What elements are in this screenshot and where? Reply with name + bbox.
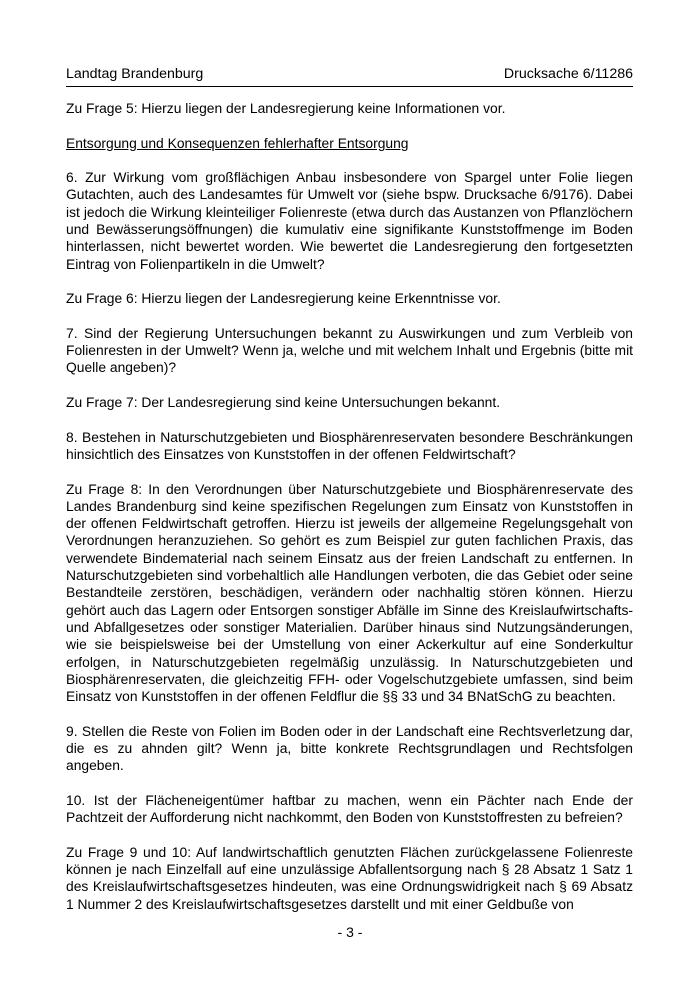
document-body [66,100,633,930]
question-10: 10. Ist der Flächeneigentümer haftbar zu machen, wenn ein Pächter nach Ende der Pachtzeit der Aufforderung nicht nachkommt, den Boden von Kunststoffresten zu befreien? [66,791,633,826]
section-heading: Entsorgung und Konsequenzen fehlerhafter Entsorgung [66,134,409,151]
answer-6: Zu Frage 6: Hierzu liegen der Landesregierung keine Erkenntnisse vor. [66,290,501,307]
answer-5: Zu Frage 5: Hierzu liegen der Landesregierung keine Informationen vor. [66,100,506,116]
header-document-number: Drucksache 6/11286 [503,66,633,82]
question-9: 9. Stellen die Reste von Folien im Boden oder in der Landschaft eine Rechtsverletzung dar, die es zu ahnden gilt? Wenn ja, bitte konkrete Rechtsgrundlagen und Rechtsfolgen angeben. [66,722,633,774]
question-6: 6. Zur Wirkung vom großflächigen Anbau insbesondere von Spargel unter Folie liegen Gutachten, auch des Landesamtes für Umwelt vor (siehe bspw. Drucksache 6/9176). Dabei ist jedoch die Wirkung kleinteiliger Folienreste (etwa durch das Austanzen von Pflanzlöchern und Bewässerungsöffnungen) die kumulativ eine signifikante Kunststoffmenge im Boden hinterlassen, nicht bewertet worden. Wie bewertet die Landesregierung den fortgesetzten Eintrag von Folienpartikeln in die Umwelt? [66,169,633,272]
page-number: - 3 - [337,924,363,940]
header-parliament: Landtag Brandenburg [66,66,204,82]
answer-8: Zu Frage 8: In den Verordnungen über Naturschutzgebiete und Biosphärenreservate des Landes Brandenburg sind keine spezifischen Regelungen zum Einsatz von Kunststoffen in der offenen Feldwirtschaft getroffen. Hierzu ist jeweils der allgemeine Regelungsgehalt von Verordnungen heranzuziehen. So gehört es zum Beispiel zur guten fachlichen Praxis, das verwendete Bindematerial nach seinem Einsatz aus der freien Landschaft zu entfernen. In Naturschutzgebieten sind vorbehaltlich alle Handlungen verboten, die das Gebiet oder seine Bestandteile zerstören, beschädigen, verändern oder nachhaltig stören können. Hierzu gehört auch das Lagern oder Entsorgen sonstiger Abfälle im Sinne des Kreislaufwirtschafts- und Abfallgesetzes oder sonstiger Materialien. Darüber hinaus sind Nutzungsänderungen, wie sie beispielsweise bei der Umstellung von einer Ackerkultur auf eine Sonderkultur erfolgen, in Naturschutzgebieten regelmäßig unzulässig. In Naturschutzgebieten und Biosphärenreservaten, die gleichzeitig FFH- oder Vogelschutzgebiete umfassen, sind beim Einsatz von Kunststoffen in der offenen Feldflur die §§ 33 und 34 BNatSchG zu beachten. [66,480,633,705]
question-8: 8. Bestehen in Naturschutzgebieten und Biosphärenreservaten besondere Beschränkungen hinsichtlich des Einsatzes von Kunststoffen in der offenen Feldwirtschaft? [66,428,633,462]
answer-7: Zu Frage 7: Der Landesregierung sind keine Untersuchungen bekannt. [66,394,501,411]
page-header [66,66,633,87]
question-7: 7. Sind der Regierung Untersuchungen bekannt zu Auswirkungen und zum Verbleib von Folienresten in der Umwelt? Wenn ja, welche und mit welchem Inhalt und Ergebnis (bitte mit Quelle angeben)? [66,324,633,376]
answer-9-10: Zu Frage 9 und 10: Auf landwirtschaftlich genutzten Flächen zurückgelassene Folienreste können je nach Einzelfall auf eine unzulässige Abfallentsorgung nach § 28 Absatz 1 Satz 1 des Kreislaufwirtschaftsgesetzes hindeuten, was eine Ordnungswidrigkeit nach § 69 Absatz 1 Nummer 2 des Kreislaufwirtschaftsgesetzes darstellt und mit einer Geldbuße von [66,843,633,912]
